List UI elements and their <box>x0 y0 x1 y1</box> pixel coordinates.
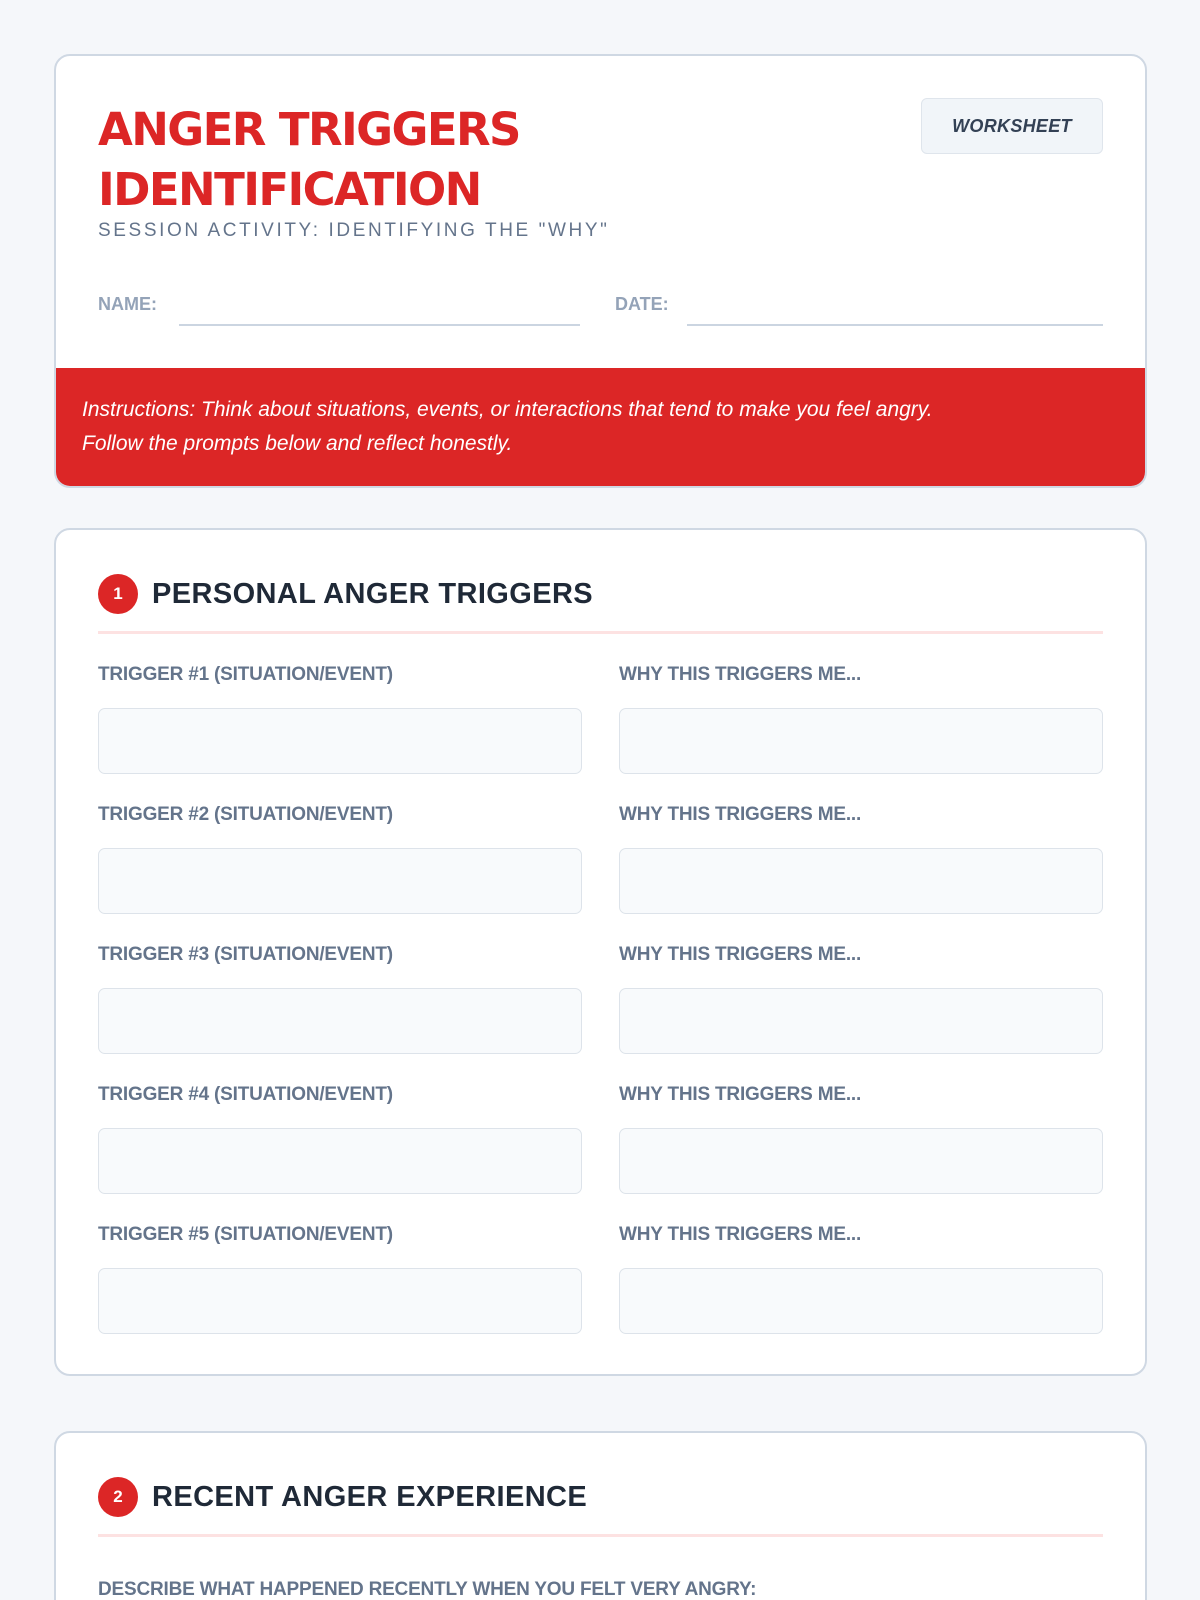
trigger-4-input[interactable] <box>98 1128 582 1194</box>
instructions-line-2: Follow the prompts below and reflect honestly. <box>82 432 513 455</box>
section-number-badge: 1 <box>98 574 138 614</box>
page-title <box>98 100 798 220</box>
name-label: NAME: <box>98 294 157 314</box>
section-header <box>98 1477 587 1517</box>
why-3-input[interactable] <box>619 988 1103 1054</box>
why-3-label: WHY THIS TRIGGERS ME... <box>619 944 862 965</box>
recent-experience-prompt: DESCRIBE WHAT HAPPENED RECENTLY WHEN YOU FELT VERY ANGRY: <box>98 1579 757 1600</box>
instructions-line-1: Instructions: Think about situations, events, or interactions that tend to make you feel angry. <box>82 398 933 421</box>
date-label: DATE: <box>615 294 669 314</box>
section-number-badge: 2 <box>98 1477 138 1517</box>
name-field[interactable] <box>179 324 580 326</box>
why-5-label: WHY THIS TRIGGERS ME... <box>619 1224 862 1245</box>
worksheet-badge: WORKSHEET <box>921 98 1103 154</box>
why-1-label: WHY THIS TRIGGERS ME... <box>619 664 862 685</box>
why-5-input[interactable] <box>619 1268 1103 1334</box>
trigger-5-label: TRIGGER #5 (SITUATION/EVENT) <box>98 1224 393 1245</box>
recent-anger-experience-section <box>54 1431 1147 1600</box>
instructions-banner <box>56 368 1145 488</box>
date-field[interactable] <box>687 324 1103 326</box>
page-title-line-1: ANGER TRIGGERS <box>98 103 520 156</box>
why-2-label: WHY THIS TRIGGERS ME... <box>619 804 862 825</box>
why-4-label: WHY THIS TRIGGERS ME... <box>619 1084 862 1105</box>
why-4-input[interactable] <box>619 1128 1103 1194</box>
trigger-1-label: TRIGGER #1 (SITUATION/EVENT) <box>98 664 393 685</box>
worksheet-header-card <box>54 54 1147 488</box>
trigger-3-input[interactable] <box>98 988 582 1054</box>
trigger-2-label: TRIGGER #2 (SITUATION/EVENT) <box>98 804 393 825</box>
trigger-2-input[interactable] <box>98 848 582 914</box>
why-2-input[interactable] <box>619 848 1103 914</box>
trigger-3-label: TRIGGER #3 (SITUATION/EVENT) <box>98 944 393 965</box>
section-divider <box>98 1534 1103 1537</box>
section-divider <box>98 631 1103 634</box>
trigger-4-label: TRIGGER #4 (SITUATION/EVENT) <box>98 1084 393 1105</box>
trigger-1-input[interactable] <box>98 708 582 774</box>
trigger-5-input[interactable] <box>98 1268 582 1334</box>
page-title-line-2: IDENTIFICATION <box>98 163 481 216</box>
personal-anger-triggers-section <box>54 528 1147 1376</box>
section-title: RECENT ANGER EXPERIENCE <box>152 1480 588 1513</box>
session-subtitle: SESSION ACTIVITY: IDENTIFYING THE "WHY" <box>98 220 610 241</box>
why-1-input[interactable] <box>619 708 1103 774</box>
section-title: PERSONAL ANGER TRIGGERS <box>152 577 594 610</box>
section-header <box>98 574 593 614</box>
